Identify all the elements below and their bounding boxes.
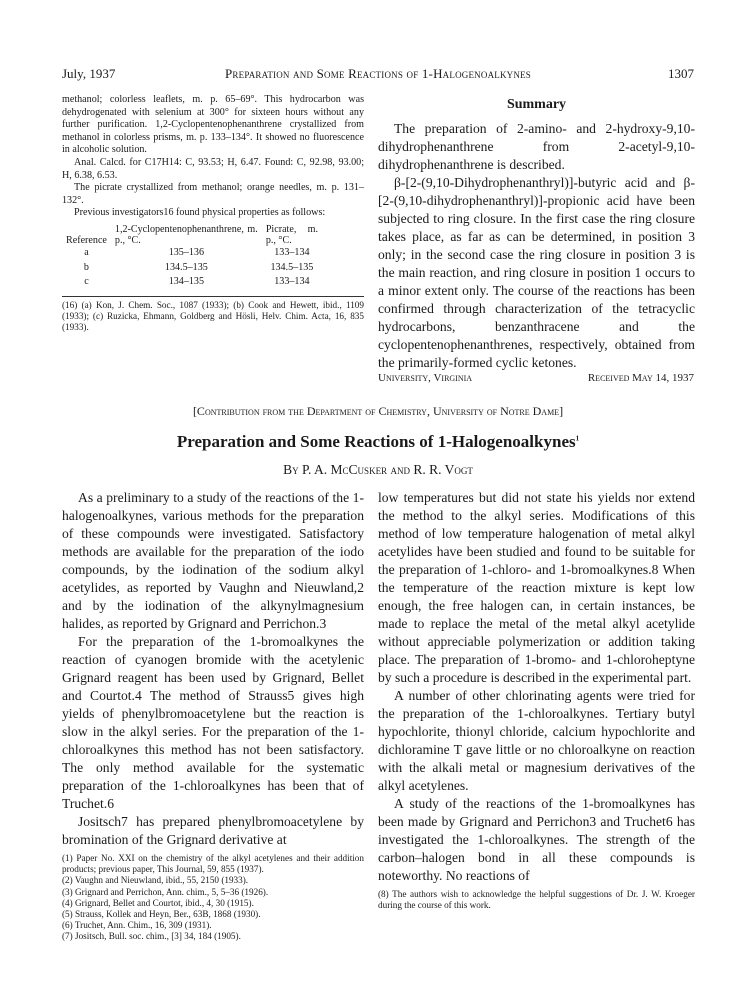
footnote-divider xyxy=(62,296,364,297)
footnote: (7) Jositsch, Bull. soc. chim., [3] 34, 184 (1905). xyxy=(62,931,241,942)
table-header-reference: Reference xyxy=(66,234,107,246)
previous-article-experimental xyxy=(62,94,364,333)
footnote: (4) Grignard, Bellet and Courtot, ibid., 4, 30 (1915). xyxy=(62,897,254,908)
header-page-number: 1307 xyxy=(668,66,694,81)
table-cell: 134.5–135 xyxy=(164,261,208,273)
body-paragraph: Jositsch7 has prepared phenylbromoacetylene by bromination of the Grignard derivative at xyxy=(62,814,364,847)
table-cell: c xyxy=(84,276,89,288)
body-right-column xyxy=(378,489,695,911)
article-title-text: Preparation and Some Reactions of 1-Halogenoalkynes xyxy=(176,432,576,451)
header-running-title: Preparation and Some Reactions of 1-Halogenoalkynes xyxy=(225,66,531,81)
summary-paragraph: The preparation of 2-amino- and 2-hydroxy-9,10-dihydrophenanthrene from 2-acetyl-9,10-dihydrophenanthrene is described. xyxy=(378,121,695,172)
body-paragraph: low temperatures but did not state his yields nor extend the method to the alkyl series. Modifications of this method of low temperature halogenation of metal alkyl acetylides have been studied and found to be suitable for the preparation of 1-chloro- and 1-bromoalkynes.8 When the temperature of the reaction mixture is kept low enough, the free halogen can, in certain instances, be made to replace the metal of the metal alkyl acetylide without appreciable polymerization or addition taking place. The preparation of 1-bromo- and 1-chloroheptyne by such a procedure is described in the experimental part. xyxy=(378,490,695,685)
table-cell: b xyxy=(83,261,89,273)
table-row xyxy=(62,246,322,261)
summary-paragraph: β-[2-(9,10-Dihydrophenanthryl)]-butyric acid and β-[2-(9,10-dihydrophenanthryl)]-propionic acid have been subjected to ring closure. In the first case the ring closure takes place, as far as can be determined, in position 3 only; in the second case the ring closure in position 3 is the main reaction, and ring closure in position 1 occurs to a minor extent only. The course of the reactions has been confirmed through characterization of the tetracyclic hydrocarbons, benzanthracene and the cyclopentenophenanthrenes, respectively, obtained from the primarily-formed cyclic ketones. xyxy=(378,175,695,370)
table-cell: 134.5–135 xyxy=(270,261,314,273)
header-date: July, 1937 xyxy=(62,66,116,81)
summary-section xyxy=(378,96,695,372)
table-cell: 135–136 xyxy=(168,246,205,258)
contribution-line: [Contribution from the Department of Chemistry, University of Notre Dame] xyxy=(192,404,564,418)
footnote: (1) Paper No. XXI on the chemistry of the alkyl acetylenes and their addition products; previous paper, This Journal, 59, 855 (1937). xyxy=(62,853,364,875)
affiliation: University, Virginia xyxy=(378,372,473,384)
analysis-paragraph: Anal. Calcd. for C17H14: C, 93.53; H, 6.47. Found: C, 92.98, 93.00; H, 6.38, 6.53. xyxy=(62,156,364,181)
body-paragraph: A study of the reactions of the 1-bromoalkynes has been made by Grignard and Perrichon3 and Truchet6 has investigated the 1-chloroalkynes. The strength of the carbon–halogen bond in all these compounds is noteworthy. No reactions of xyxy=(378,796,695,883)
previous-investigators-paragraph: Previous investigators16 found physical properties as follows: xyxy=(74,207,326,219)
footnotes-left xyxy=(62,853,364,943)
melting-point-table xyxy=(62,224,322,290)
table-header-hydrocarbon: 1,2-Cyclopentenophenanthrene, m. p., °C. xyxy=(114,223,258,246)
footnote: (8) The authors wish to acknowledge the helpful suggestions of Dr. J. W. Kroeger during the course of this work. xyxy=(378,889,695,911)
footnote: (5) Strauss, Kollek and Heyn, Ber., 63B, 1868 (1930). xyxy=(62,909,261,920)
picrate-paragraph: The picrate crystallized from methanol; orange needles, m. p. 131–132°. xyxy=(62,182,364,206)
summary-heading: Summary xyxy=(506,97,567,112)
footnote: (6) Truchet, Ann. Chim., 16, 309 (1931). xyxy=(62,920,212,931)
footnotes-right xyxy=(378,889,695,911)
body-paragraph: For the preparation of the 1-bromoalkynes the reaction of cyanogen bromide with the acetylenic Grignard reagent has been used by Grignard, Bellet and Courtot.4 The method of Strauss5 gives high yields of phenylbromoacetylene but the reaction is slow in the alkyl series. For the preparation of the 1-chloroalkynes this method has not been satisfactory. The only method available for the systematic preparation of the 1-chloroalkynes has been that of Truchet.6 xyxy=(62,634,364,811)
table-cell: 134–135 xyxy=(168,276,205,288)
table-row xyxy=(62,275,322,290)
footnote: (3) Grignard and Perrichon, Ann. chim., 5, 5–36 (1926). xyxy=(62,886,269,897)
table-cell: 133–134 xyxy=(274,246,310,258)
experimental-paragraph: methanol; colorless leaflets, m. p. 65–69°. This hydrocarbon was dehydrogenated with selenium at 300° for sixteen hours without any further purification. 1,2-Cyclopentenophenanthrene crystallized from methanol in colorless prisms, m. p. 133–134°. It showed no fluorescence in alcoholic solution. xyxy=(62,94,364,156)
table-header-picrate: Picrate, m. p., °C. xyxy=(265,223,318,246)
body-left-column xyxy=(62,489,364,943)
footnote: (2) Vaughn and Nieuwland, ibid., 55, 2150 (1933). xyxy=(62,875,249,886)
running-header xyxy=(62,66,694,86)
article-title xyxy=(62,432,694,452)
byline: By P. A. McCusker and R. R. Vogt xyxy=(283,462,473,477)
table-row xyxy=(62,261,322,276)
footnote-16: (16) (a) Kon, J. Chem. Soc., 1087 (1933); (b) Cook and Hewett, ibid., 1109 (1933); (c) Ruzicka, Ehmann, Goldberg and Hösli, Helv. Chim. Acta, 16, 835 (1933). xyxy=(62,299,364,332)
table-cell: a xyxy=(84,246,89,258)
table-cell: 133–134 xyxy=(274,276,310,288)
body-paragraph: A number of other chlorinating agents were tried for the preparation of the 1-chloroalkynes. Tertiary butyl hypochlorite, thionyl chloride, calcium hypochlorite and dichloramine T gave little or no chloroalkyne on reaction with the alkali metal or magnesium derivatives of the alkyl acetylenes. xyxy=(378,688,695,793)
title-footnote-mark: 1 xyxy=(575,434,580,443)
received-date: Received May 14, 1937 xyxy=(587,372,694,384)
body-paragraph: As a preliminary to a study of the reactions of the 1-halogenoalkynes, various methods for the preparation of these compounds were investigated. Satisfactory methods are available for the preparation of the iodo compounds, by the iodination of the sodium alkyl acetylides, as reported by Vaughn and Nieuwland,2 and by the iodination of the alkynylmagnesium halides, as reported by Grignard and Perrichon.3 xyxy=(62,490,364,631)
